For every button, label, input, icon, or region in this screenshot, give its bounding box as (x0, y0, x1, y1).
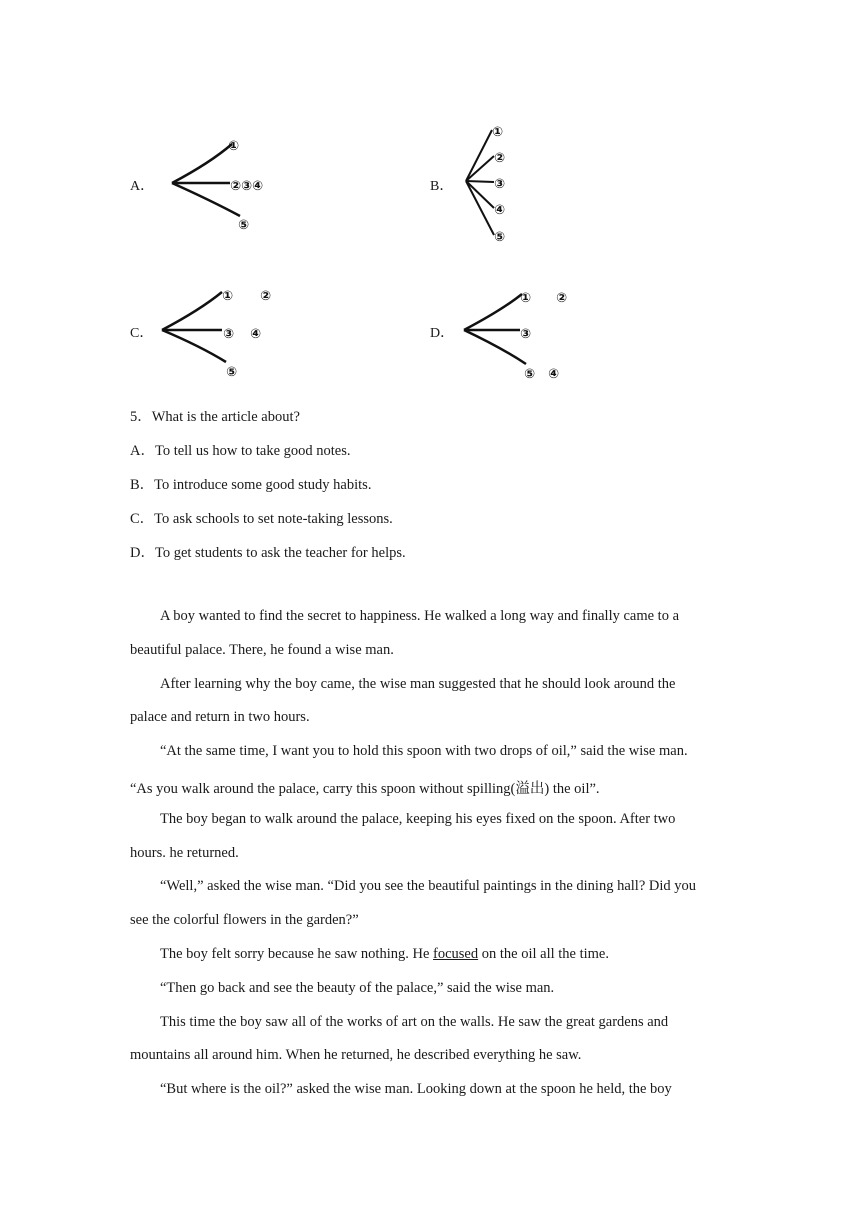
passage-text: The boy felt sorry because he saw nothing. He (160, 946, 434, 962)
passage-line: After learning why the boy came, the wise man suggested that he should look around the (160, 676, 676, 692)
passage-line: “At the same time, I want you to hold this spoon with two drops of oil,” said the wise man. (160, 743, 688, 759)
option-c-letter: C． (130, 326, 154, 341)
passage-line: “As you walk around the palace, carry this spoon without spilling(溢出) the oil”. (130, 781, 600, 797)
diagram-a-node-5: ⑤ (238, 218, 250, 233)
question-5-option-a: A．To tell us how to take good notes. (130, 443, 351, 459)
diagram-a-svg (170, 128, 310, 238)
diagram-b-node-4: ④ (494, 203, 506, 218)
diagram-a-node-234: ②③④ (230, 179, 264, 194)
question-5-option-c: C．To ask schools to set note-taking lessons. (130, 511, 393, 527)
diagram-c-node-5: ⑤ (226, 365, 238, 380)
passage-line: mountains all around him. When he returned, he described everything he saw. (130, 1047, 582, 1063)
diagram-b-node-3: ③ (494, 177, 506, 192)
diagram-b-node-1: ① (492, 125, 504, 140)
passage-line: The boy began to walk around the palace, keeping his eyes fixed on the spoon. After two (160, 811, 676, 827)
diagram-c-svg (160, 278, 300, 388)
passage-line: A boy wanted to find the secret to happiness. He walked a long way and finally came to a (160, 608, 680, 624)
passage-line: beautiful palace. There, he found a wise man. (130, 642, 394, 658)
diagram-a-node-1: ① (228, 139, 240, 154)
diagram-b-node-2: ② (494, 151, 506, 166)
passage-line-focused (160, 946, 609, 963)
passage-line: “Well,” asked the wise man. “Did you see the beautiful paintings in the dining hall? Did you (160, 878, 697, 894)
passage-line: palace and return in two hours. (130, 709, 310, 725)
diagram-c-node-4: ④ (250, 327, 262, 342)
diagram-c-node-3: ③ (223, 327, 235, 342)
diagram-b-node-5: ⑤ (494, 230, 506, 245)
passage-text: on the oil all the time. (478, 946, 609, 962)
question-5-stem: 5．What is the article about? (130, 409, 300, 425)
diagram-c-node-1: ① (222, 289, 234, 304)
option-b-letter: B． (430, 179, 454, 194)
passage-line: see the colorful flowers in the garden?” (130, 912, 359, 928)
diagram-d-svg (462, 278, 602, 388)
passage-line: “Then go back and see the beauty of the palace,” said the wise man. (160, 980, 555, 996)
diagram-d-node-3: ③ (520, 327, 532, 342)
passage-line: hours. he returned. (130, 845, 239, 861)
passage-line: “But where is the oil?” asked the wise man. Looking down at the spoon he held, the boy (160, 1081, 672, 1097)
diagram-d-node-1: ① (520, 291, 532, 306)
passage-line: This time the boy saw all of the works of art on the walls. He saw the great gardens and (160, 1014, 669, 1030)
question-5-option-b: B．To introduce some good study habits. (130, 477, 372, 493)
underlined-word-focused: focused (433, 946, 479, 962)
diagram-d-node-5: ⑤ (524, 367, 536, 382)
diagram-d-node-2: ② (556, 291, 568, 306)
option-d-letter: D． (430, 326, 455, 341)
diagram-d-node-4: ④ (548, 367, 560, 382)
diagram-c-node-2: ② (260, 289, 272, 304)
question-5-option-d: D．To get students to ask the teacher for helps. (130, 545, 406, 561)
diagram-b-svg (462, 118, 532, 248)
option-a-letter: A． (130, 179, 155, 194)
